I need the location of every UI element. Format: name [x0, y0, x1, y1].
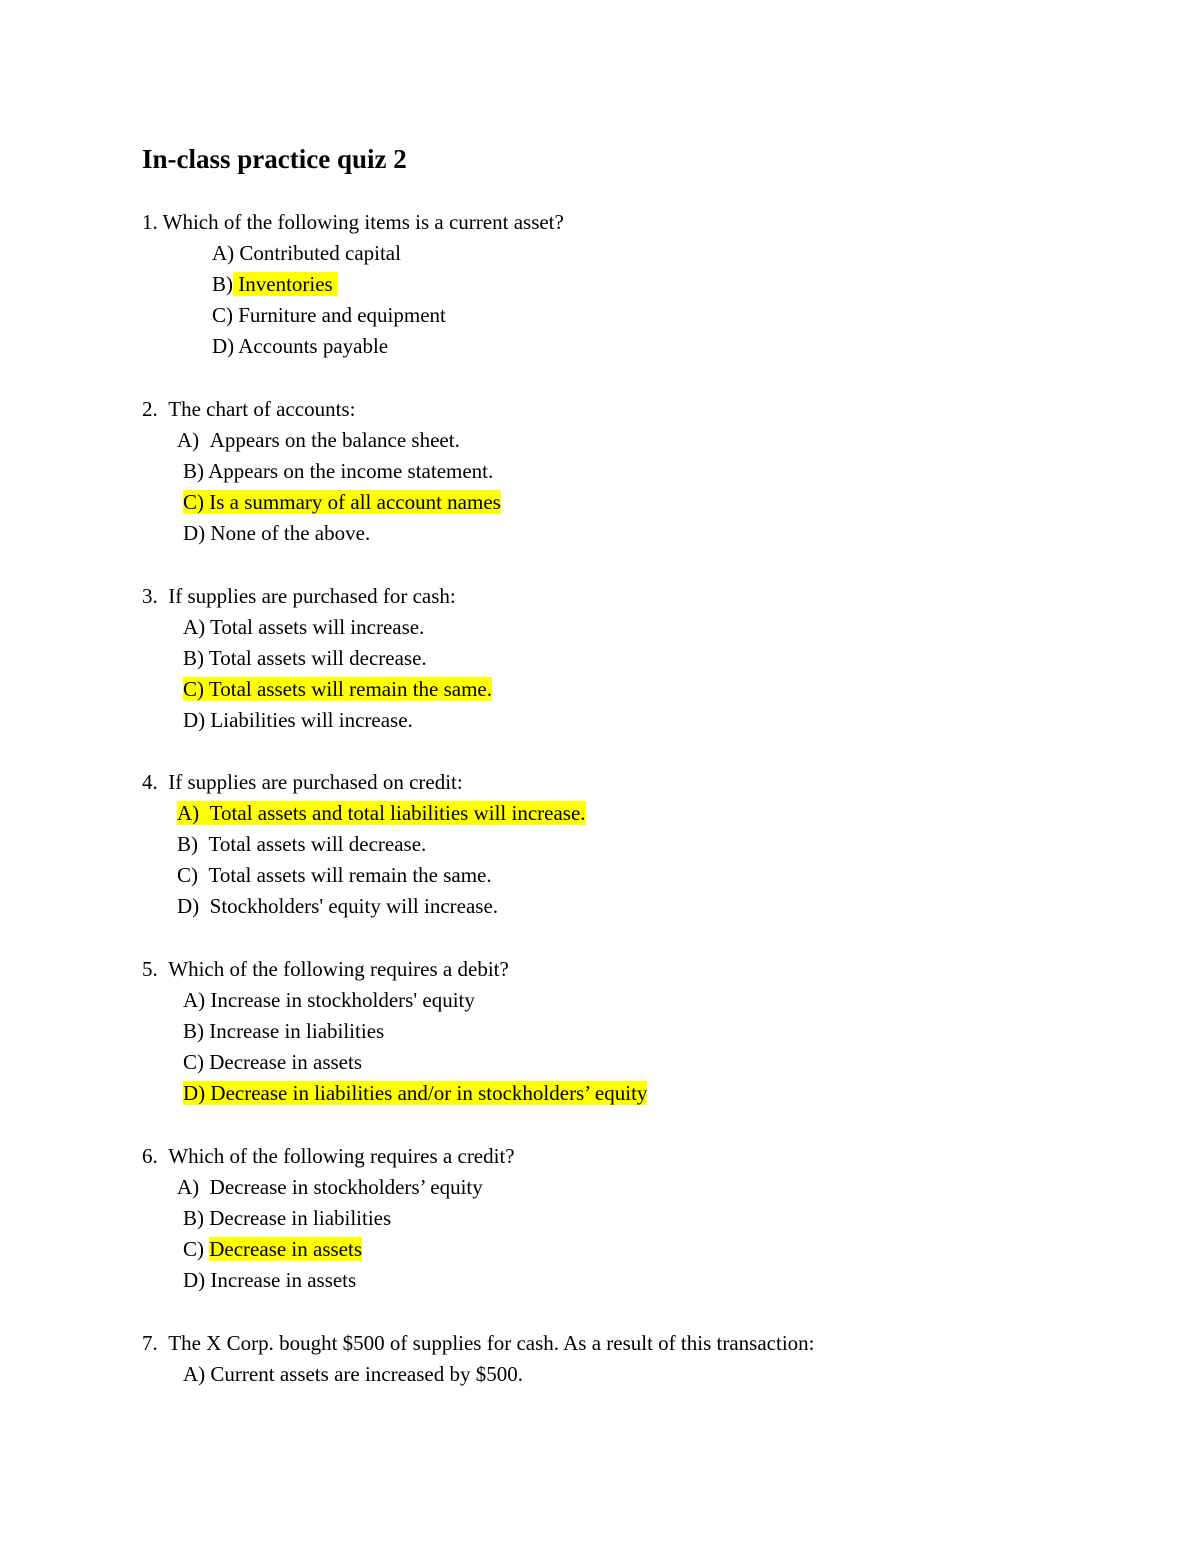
option-letter: A)	[183, 1362, 206, 1386]
question-number: 5.	[142, 957, 158, 981]
option-text: None of the above.	[210, 521, 371, 545]
option-text: Appears on the income statement.	[208, 459, 494, 483]
option-text: Total assets will remain the same.	[208, 677, 492, 701]
option-letter: C)	[212, 303, 233, 327]
q5-option-c	[183, 1048, 362, 1076]
q4-option-a	[177, 799, 586, 827]
q3-option-c	[183, 675, 492, 703]
option-text: Accounts payable	[238, 334, 389, 358]
option-letter: A)	[183, 615, 206, 639]
option-text: Is a summary of all account names	[209, 490, 501, 514]
question-number: 2.	[142, 397, 158, 421]
question-text: The chart of accounts:	[168, 397, 356, 421]
q3-option-b	[183, 644, 427, 672]
option-letter: C)	[177, 863, 198, 887]
option-letter: A)	[183, 988, 206, 1012]
question-3	[142, 582, 456, 610]
q2-option-a	[177, 426, 460, 454]
question-text: Which of the following requires a credit?	[168, 1144, 515, 1168]
option-text: Total assets will decrease.	[208, 832, 427, 856]
option-letter: D)	[183, 1268, 206, 1292]
q1-option-c	[212, 301, 446, 329]
question-5	[142, 955, 509, 983]
answer-highlight	[177, 801, 586, 825]
option-text: Decrease in liabilities	[209, 1206, 392, 1230]
question-text: Which of the following requires a debit?	[168, 957, 509, 981]
option-text: Decrease in stockholders’ equity	[209, 1175, 483, 1199]
option-text: Decrease in liabilities and/or in stockholders’ equity	[210, 1081, 648, 1105]
option-text: Increase in stockholders' equity	[210, 988, 475, 1012]
question-4	[142, 768, 463, 796]
option-letter: D)	[183, 708, 206, 732]
q3-option-d	[183, 706, 413, 734]
option-letter: B)	[183, 459, 204, 483]
answer-highlight	[209, 1237, 362, 1261]
option-letter: B)	[212, 272, 233, 296]
question-7	[142, 1329, 814, 1357]
answer-highlight	[183, 1081, 647, 1105]
q1-option-d	[212, 332, 388, 360]
option-letter: B)	[177, 832, 198, 856]
question-text: If supplies are purchased on credit:	[168, 770, 463, 794]
option-text: Decrease in assets	[209, 1050, 363, 1074]
page-title: In-class practice quiz 2	[142, 144, 407, 174]
option-letter: C)	[183, 1050, 204, 1074]
option-text: Appears on the balance sheet.	[209, 428, 460, 452]
question-number: 3.	[142, 584, 158, 608]
answer-highlight	[233, 272, 338, 296]
option-letter: A)	[177, 428, 200, 452]
option-text: Total assets will remain the same.	[208, 863, 492, 887]
question-number: 7.	[142, 1331, 158, 1355]
q5-option-b	[183, 1017, 384, 1045]
q6-option-c	[183, 1235, 362, 1263]
q3-option-a	[183, 613, 424, 641]
option-letter: B)	[183, 1019, 204, 1043]
option-text: Contributed capital	[239, 241, 401, 265]
option-letter: B)	[183, 1206, 204, 1230]
option-text: Total assets and total liabilities will increase.	[209, 801, 586, 825]
option-text: Inventories	[238, 272, 333, 296]
option-letter: C)	[183, 1237, 204, 1261]
q4-option-d	[177, 892, 498, 920]
option-letter: B)	[183, 646, 204, 670]
q1-option-a	[212, 239, 401, 267]
option-letter: D)	[183, 1081, 206, 1105]
q5-option-a	[183, 986, 475, 1014]
option-letter: D)	[183, 521, 206, 545]
option-letter: C)	[183, 490, 204, 514]
option-text: Current assets are increased by $500.	[210, 1362, 523, 1386]
q4-option-b	[177, 830, 426, 858]
option-letter: C)	[183, 677, 204, 701]
option-text: Total assets will increase.	[210, 615, 425, 639]
answer-highlight	[183, 490, 501, 514]
q2-option-d	[183, 519, 370, 547]
q7-option-a	[183, 1360, 523, 1388]
q2-option-b	[183, 457, 493, 485]
option-letter: D)	[177, 894, 200, 918]
q5-option-d	[183, 1079, 647, 1107]
question-1	[142, 208, 564, 236]
question-text: The X Corp. bought $500 of supplies for cash. As a result of this transaction:	[168, 1331, 815, 1355]
q6-option-a	[177, 1173, 483, 1201]
question-number: 1.	[142, 210, 158, 234]
option-text: Increase in assets	[210, 1268, 357, 1292]
option-letter: D)	[212, 334, 235, 358]
q6-option-b	[183, 1204, 391, 1232]
option-text: Increase in liabilities	[209, 1019, 385, 1043]
q1-option-b	[212, 270, 338, 298]
option-letter: A)	[177, 1175, 200, 1199]
option-text: Decrease in assets	[209, 1237, 363, 1261]
question-2	[142, 395, 355, 423]
q2-option-c	[183, 488, 501, 516]
question-number: 4.	[142, 770, 158, 794]
q6-option-d	[183, 1266, 356, 1294]
option-letter: A)	[212, 241, 235, 265]
option-text: Total assets will decrease.	[208, 646, 427, 670]
option-letter: A)	[177, 801, 200, 825]
answer-highlight	[183, 677, 492, 701]
option-text: Stockholders' equity will increase.	[209, 894, 499, 918]
q4-option-c	[177, 861, 492, 889]
question-text: Which of the following items is a current asset?	[162, 210, 564, 234]
question-text: If supplies are purchased for cash:	[168, 584, 456, 608]
option-text: Liabilities will increase.	[210, 708, 413, 732]
question-number: 6.	[142, 1144, 158, 1168]
question-6	[142, 1142, 515, 1170]
option-text: Furniture and equipment	[238, 303, 446, 327]
